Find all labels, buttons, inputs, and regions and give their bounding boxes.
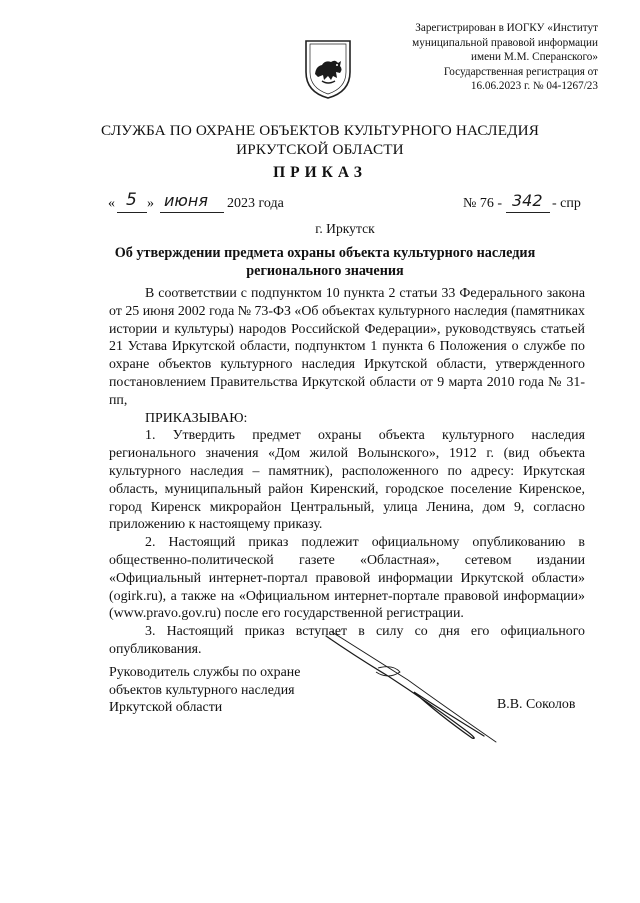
order-item-2: 2. Настоящий приказ подлежит официальному опубликованию в общественно-политической газете «Областная», сетевом издании «Официальный интернет-портал правовой информации Иркутской области» (ogirk.ru), а также на «Официальном интернет-портале правовой информации» (www.pravo.gov.ru) после его государственной регистрации.: [109, 535, 585, 622]
preamble-paragraph: В соответствии с подпунктом 10 пункта 2 статьи 33 Федерального закона от 25 июня 2002 года № 73-ФЗ «Об объектах культурного наследия (памятниках истории и культуры) народов Российской Федерации», руководствуясь статьей 21 Устава Иркутской области, подпунктом 1 пункта 6 Положения о службе по охране объектов культурного наследия Иркутской области, утвержденного постановлением Правительства Иркутской области от 9 марта 2010 года № 31-пп,: [109, 286, 585, 408]
coat-of-arms-icon: [302, 38, 354, 100]
signatory-position-line3: Иркутской области: [109, 700, 223, 715]
service-name-line1: СЛУЖБА ПО ОХРАНЕ ОБЪЕКТОВ КУЛЬТУРНОГО НАСЛЕДИЯ: [100, 122, 540, 139]
registration-line: 16.06.2023 г. № 04-1267/23: [470, 80, 598, 93]
registration-line: Государственная регистрация от: [443, 65, 598, 78]
registration-note: [378, 21, 598, 94]
order-item-1: 1. Утвердить предмет охраны объекта культурного наследия регионального значения «Дом жилой Волынского», 1912 г. (вид объекта культурного наследия – памятник), расположенного по адресу: Иркутская область, муниципальный район Киренский, городское поселение Киренское, город Киренск микрорайон Центральный, улица Ленина, дом 9, согласно приложению к настоящему приказу.: [109, 428, 585, 533]
handwritten-signature: [318, 628, 508, 748]
order-number-suffix: - спр: [552, 196, 581, 211]
date-day-underline: [117, 212, 147, 213]
registration-line: муниципальной правовой информации: [412, 36, 598, 49]
date-year: 2023 года: [227, 196, 284, 211]
date-month: июня: [164, 191, 208, 210]
document-title-line1: Об утверждении предмета охраны объекта культурного наследия: [114, 245, 536, 261]
document-title-line2: регионального значения: [246, 262, 404, 279]
date-month-underline: [160, 212, 224, 213]
document-title: [80, 245, 570, 280]
city: г. Иркутск: [315, 221, 375, 236]
signatory-name: В.В. Соколов: [497, 697, 576, 712]
signatory-position-line1: Руководитель службы по охране: [109, 665, 301, 680]
date-close-quote: »: [147, 196, 154, 211]
date-day: 5: [126, 190, 137, 210]
signatory-position: [109, 664, 300, 717]
registration-line: имени М.М. Сперанского»: [471, 51, 598, 64]
service-name-line2: ИРКУТСКОЙ ОБЛАСТИ: [236, 141, 404, 158]
registration-line: Зарегистрирован в ИОГКУ «Институт: [415, 22, 598, 34]
document-body: [109, 285, 585, 659]
document-type: ПРИКАЗ: [273, 164, 367, 181]
order-number-underline: [506, 212, 550, 213]
date-open-quote: «: [108, 196, 115, 211]
order-number: 342: [512, 191, 543, 210]
signatory-position-line2: объектов культурного наследия: [109, 682, 295, 698]
order-word: ПРИКАЗЫВАЮ:: [145, 410, 248, 426]
order-number-prefix: № 76 -: [463, 196, 503, 211]
order-item-3: 3. Настоящий приказ вступает в силу со дня его официального опубликования.: [109, 624, 585, 657]
